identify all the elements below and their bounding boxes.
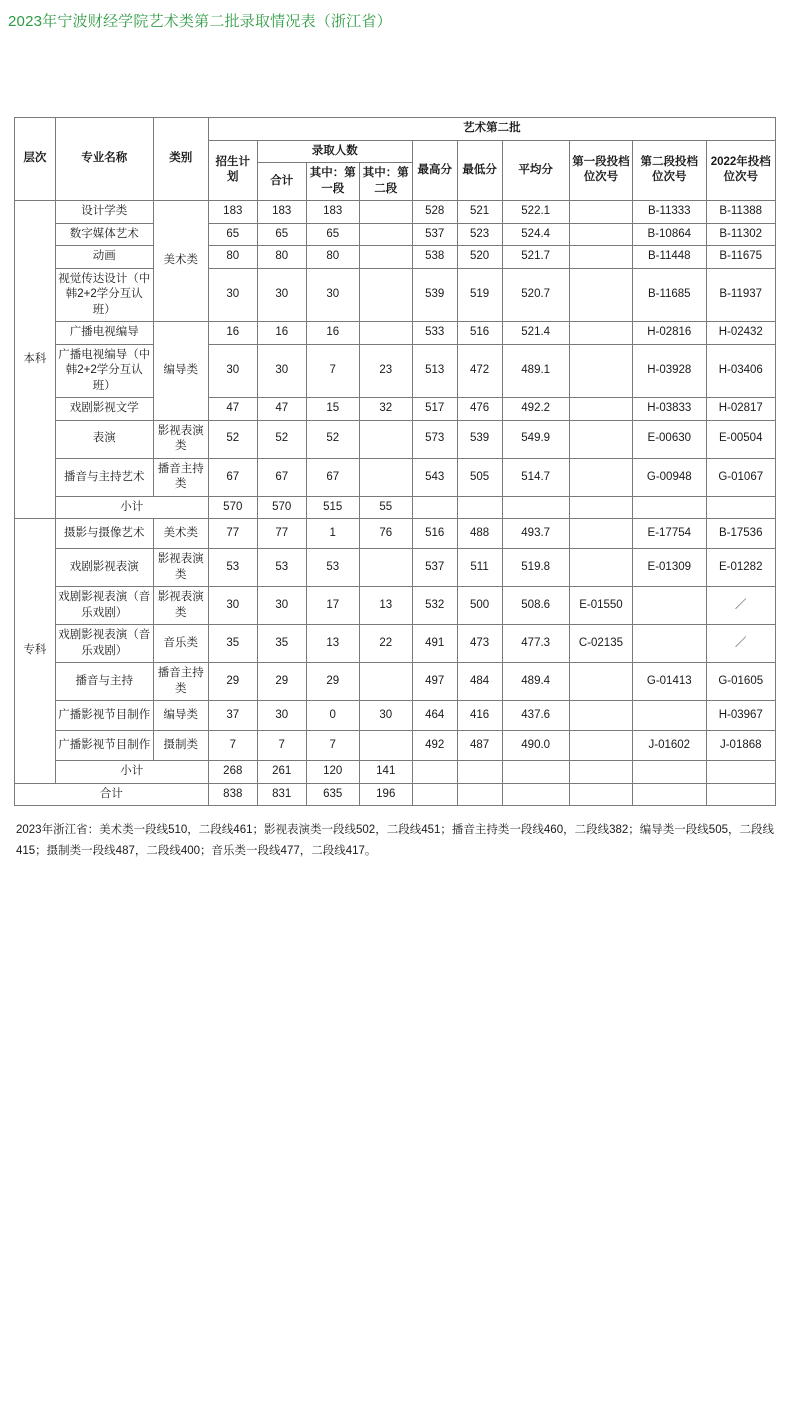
cell-avg-score: 524.4 [502, 223, 569, 246]
cell-avg-score: 489.4 [502, 663, 569, 701]
cell-major: 广播电视编导 [55, 322, 153, 345]
cell-min-score: 505 [457, 458, 502, 496]
cell-admitted-seg2: 22 [359, 625, 412, 663]
cell-max-score: 543 [412, 458, 457, 496]
header-rank-seg2: 第二段投档位次号 [633, 140, 706, 201]
cell-admitted-seg1: 7 [306, 344, 359, 398]
cell-avg-score: 508.6 [502, 587, 569, 625]
cell-admitted-seg1: 53 [306, 549, 359, 587]
admissions-table-wrapper [14, 117, 776, 806]
cell-subtotal-avg [502, 761, 569, 784]
cell-rank-2022: J-01868 [706, 731, 776, 761]
cell-avg-score: 514.7 [502, 458, 569, 496]
cell-admitted-total: 67 [257, 458, 306, 496]
cell-avg-score: 489.1 [502, 344, 569, 398]
cell-rank-seg1: E-01550 [569, 587, 632, 625]
cell-rank-seg1 [569, 223, 632, 246]
cell-category: 播音主持类 [153, 458, 208, 496]
cell-admitted-seg1: 13 [306, 625, 359, 663]
cell-admitted-seg2 [359, 420, 412, 458]
cell-rank-seg1 [569, 398, 632, 421]
table-row [15, 701, 776, 731]
cell-subtotal-min [457, 496, 502, 519]
cell-max-score: 513 [412, 344, 457, 398]
cell-avg-score: 549.9 [502, 420, 569, 458]
table-row [15, 398, 776, 421]
cell-admitted-seg2 [359, 458, 412, 496]
cell-rank-seg1: C-02135 [569, 625, 632, 663]
cell-category: 编导类 [153, 322, 208, 421]
cell-category: 美术类 [153, 201, 208, 322]
cell-rank-seg2: B-11333 [633, 201, 706, 224]
cell-rank-seg2: E-00630 [633, 420, 706, 458]
cell-admitted-seg1: 16 [306, 322, 359, 345]
cell-min-score: 472 [457, 344, 502, 398]
cell-admitted-seg1: 80 [306, 246, 359, 269]
header-admitted-seg1: 其中：第一段 [306, 163, 359, 201]
cell-subtotal-rank2 [633, 496, 706, 519]
cell-admitted-total: 47 [257, 398, 306, 421]
cell-rank-seg2: B-11448 [633, 246, 706, 269]
cell-admitted-seg1: 52 [306, 420, 359, 458]
cell-rank-seg2 [633, 625, 706, 663]
cell-admitted-seg1: 7 [306, 731, 359, 761]
header-plan: 招生计划 [208, 140, 257, 201]
cell-rank-seg1 [569, 458, 632, 496]
cell-min-score: 476 [457, 398, 502, 421]
cell-admitted-seg1: 17 [306, 587, 359, 625]
cell-total-total: 831 [257, 783, 306, 806]
table-row [15, 731, 776, 761]
cell-subtotal-seg2: 141 [359, 761, 412, 784]
cell-major: 设计学类 [55, 201, 153, 224]
cell-min-score: 521 [457, 201, 502, 224]
cell-admitted-seg2 [359, 663, 412, 701]
cell-rank-2022: B-11937 [706, 268, 776, 322]
cell-level: 专科 [15, 519, 56, 784]
cell-rank-2022: H-02432 [706, 322, 776, 345]
table-subtotal-row [15, 496, 776, 519]
cell-admitted-total: 35 [257, 625, 306, 663]
cell-category: 播音主持类 [153, 663, 208, 701]
cell-rank-2022: E-00504 [706, 420, 776, 458]
cell-rank-seg1 [569, 344, 632, 398]
header-rank-2022: 2022年投档位次号 [706, 140, 776, 201]
cell-admitted-seg2: 13 [359, 587, 412, 625]
table-row [15, 519, 776, 549]
header-admitted-group: 录取人数 [257, 140, 412, 163]
cell-rank-2022: ／ [706, 625, 776, 663]
cell-total-seg2: 196 [359, 783, 412, 806]
cell-category: 美术类 [153, 519, 208, 549]
header-major: 专业名称 [55, 118, 153, 201]
table-row [15, 322, 776, 345]
cell-admitted-seg2 [359, 246, 412, 269]
cell-plan: 37 [208, 701, 257, 731]
cell-subtotal-label: 小计 [55, 496, 208, 519]
cell-rank-2022: H-02817 [706, 398, 776, 421]
cell-subtotal-plan: 268 [208, 761, 257, 784]
cell-avg-score: 437.6 [502, 701, 569, 731]
header-rank-seg1: 第一段投档位次号 [569, 140, 632, 201]
cell-admitted-seg2: 32 [359, 398, 412, 421]
cell-min-score: 511 [457, 549, 502, 587]
header-category: 类别 [153, 118, 208, 201]
cell-max-score: 491 [412, 625, 457, 663]
cell-admitted-seg2: 23 [359, 344, 412, 398]
cell-min-score: 500 [457, 587, 502, 625]
cell-plan: 29 [208, 663, 257, 701]
cell-total-max [412, 783, 457, 806]
cell-major: 播音与主持 [55, 663, 153, 701]
cell-rank-seg2 [633, 701, 706, 731]
table-row [15, 201, 776, 224]
cell-admitted-seg1: 65 [306, 223, 359, 246]
cell-subtotal-total: 570 [257, 496, 306, 519]
header-level: 层次 [15, 118, 56, 201]
cell-admitted-seg1: 29 [306, 663, 359, 701]
cell-plan: 35 [208, 625, 257, 663]
cell-rank-seg1 [569, 201, 632, 224]
cell-major: 广播影视节目制作 [55, 731, 153, 761]
cell-category: 编导类 [153, 701, 208, 731]
cell-major: 广播影视节目制作 [55, 701, 153, 731]
cell-admitted-total: 30 [257, 268, 306, 322]
admissions-table [14, 117, 776, 806]
cell-plan: 183 [208, 201, 257, 224]
cell-admitted-total: 30 [257, 701, 306, 731]
cell-min-score: 539 [457, 420, 502, 458]
cell-subtotal-max [412, 496, 457, 519]
cell-rank-2022: B-11388 [706, 201, 776, 224]
cell-total-seg1: 635 [306, 783, 359, 806]
cell-rank-seg1 [569, 549, 632, 587]
table-row [15, 625, 776, 663]
table-row [15, 458, 776, 496]
cell-min-score: 523 [457, 223, 502, 246]
cell-avg-score: 520.7 [502, 268, 569, 322]
cell-level: 本科 [15, 201, 56, 519]
cell-subtotal-rank1 [569, 761, 632, 784]
cell-subtotal-total: 261 [257, 761, 306, 784]
cell-plan: 65 [208, 223, 257, 246]
cell-rank-2022: G-01067 [706, 458, 776, 496]
cell-major: 戏剧影视表演（音乐戏剧） [55, 625, 153, 663]
cell-rank-2022: B-17536 [706, 519, 776, 549]
cell-max-score: 532 [412, 587, 457, 625]
cell-rank-2022: H-03406 [706, 344, 776, 398]
cell-category: 摄制类 [153, 731, 208, 761]
cell-total-rank2022 [706, 783, 776, 806]
header-max-score: 最高分 [412, 140, 457, 201]
cell-plan: 52 [208, 420, 257, 458]
cell-rank-seg2: H-02816 [633, 322, 706, 345]
cell-max-score: 537 [412, 549, 457, 587]
cell-admitted-total: 77 [257, 519, 306, 549]
cell-min-score: 473 [457, 625, 502, 663]
cell-max-score: 517 [412, 398, 457, 421]
cell-rank-seg1 [569, 519, 632, 549]
cell-avg-score: 521.7 [502, 246, 569, 269]
cell-max-score: 528 [412, 201, 457, 224]
cell-max-score: 573 [412, 420, 457, 458]
cell-admitted-seg1: 0 [306, 701, 359, 731]
cell-plan: 16 [208, 322, 257, 345]
cell-admitted-total: 65 [257, 223, 306, 246]
cell-avg-score: 477.3 [502, 625, 569, 663]
cell-avg-score: 519.8 [502, 549, 569, 587]
cell-rank-seg1 [569, 268, 632, 322]
footnote: 2023年浙江省：美术类一段线510，二段线461；影视表演类一段线502，二段线451；播音主持类一段线460，二段线382；编导类一段线505，二段线415；摄制类一段线487，二段线400；音乐类一段线477，二段线417。 [16, 824, 774, 857]
cell-plan: 47 [208, 398, 257, 421]
cell-admitted-seg2 [359, 731, 412, 761]
table-row [15, 268, 776, 322]
cell-admitted-seg1: 30 [306, 268, 359, 322]
cell-major: 表演 [55, 420, 153, 458]
cell-total-avg [502, 783, 569, 806]
cell-subtotal-seg2: 55 [359, 496, 412, 519]
cell-admitted-total: 52 [257, 420, 306, 458]
header-avg-score: 平均分 [502, 140, 569, 201]
cell-rank-seg1 [569, 322, 632, 345]
cell-rank-2022: E-01282 [706, 549, 776, 587]
cell-major: 戏剧影视表演 [55, 549, 153, 587]
cell-total-rank2 [633, 783, 706, 806]
cell-subtotal-rank2022 [706, 496, 776, 519]
cell-admitted-total: 16 [257, 322, 306, 345]
cell-avg-score: 522.1 [502, 201, 569, 224]
cell-admitted-total: 7 [257, 731, 306, 761]
cell-plan: 30 [208, 268, 257, 322]
cell-max-score: 538 [412, 246, 457, 269]
cell-rank-2022: H-03967 [706, 701, 776, 731]
cell-total-label: 合计 [15, 783, 209, 806]
cell-subtotal-seg1: 515 [306, 496, 359, 519]
cell-min-score: 488 [457, 519, 502, 549]
table-total-row [15, 783, 776, 806]
cell-subtotal-rank2 [633, 761, 706, 784]
cell-rank-2022: G-01605 [706, 663, 776, 701]
cell-max-score: 537 [412, 223, 457, 246]
cell-category: 影视表演类 [153, 587, 208, 625]
header-min-score: 最低分 [457, 140, 502, 201]
cell-max-score: 464 [412, 701, 457, 731]
table-row [15, 246, 776, 269]
cell-category: 影视表演类 [153, 420, 208, 458]
cell-rank-seg2: H-03928 [633, 344, 706, 398]
cell-rank-seg2: E-01309 [633, 549, 706, 587]
cell-min-score: 484 [457, 663, 502, 701]
cell-admitted-seg1: 183 [306, 201, 359, 224]
header-group-title: 艺术第二批 [208, 118, 775, 141]
header-admitted-total: 合计 [257, 163, 306, 201]
cell-category: 影视表演类 [153, 549, 208, 587]
cell-min-score: 487 [457, 731, 502, 761]
cell-major: 播音与主持艺术 [55, 458, 153, 496]
cell-rank-seg2: G-00948 [633, 458, 706, 496]
cell-subtotal-rank2022 [706, 761, 776, 784]
cell-subtotal-seg1: 120 [306, 761, 359, 784]
cell-major: 动画 [55, 246, 153, 269]
table-row [15, 420, 776, 458]
cell-min-score: 516 [457, 322, 502, 345]
cell-plan: 30 [208, 587, 257, 625]
table-row [15, 344, 776, 398]
cell-total-min [457, 783, 502, 806]
table-row [15, 663, 776, 701]
table-row [15, 587, 776, 625]
cell-rank-2022: B-11675 [706, 246, 776, 269]
cell-rank-seg1 [569, 731, 632, 761]
cell-admitted-seg2: 30 [359, 701, 412, 731]
cell-rank-seg1 [569, 420, 632, 458]
cell-total-plan: 838 [208, 783, 257, 806]
cell-rank-seg2: E-17754 [633, 519, 706, 549]
cell-max-score: 516 [412, 519, 457, 549]
cell-admitted-total: 183 [257, 201, 306, 224]
cell-admitted-total: 30 [257, 587, 306, 625]
cell-admitted-seg2 [359, 322, 412, 345]
cell-rank-seg2: J-01602 [633, 731, 706, 761]
cell-category: 音乐类 [153, 625, 208, 663]
cell-subtotal-rank1 [569, 496, 632, 519]
cell-admitted-seg2: 76 [359, 519, 412, 549]
cell-rank-2022: B-11302 [706, 223, 776, 246]
cell-rank-2022: ／ [706, 587, 776, 625]
table-body [15, 201, 776, 806]
table-row [15, 549, 776, 587]
cell-avg-score: 493.7 [502, 519, 569, 549]
cell-major: 数字媒体艺术 [55, 223, 153, 246]
cell-plan: 30 [208, 344, 257, 398]
header-row-group [15, 118, 776, 141]
cell-major: 视觉传达设计（中韩2+2学分互认班） [55, 268, 153, 322]
cell-min-score: 519 [457, 268, 502, 322]
cell-rank-seg1 [569, 246, 632, 269]
cell-rank-seg1 [569, 701, 632, 731]
cell-max-score: 497 [412, 663, 457, 701]
cell-min-score: 416 [457, 701, 502, 731]
cell-avg-score: 492.2 [502, 398, 569, 421]
cell-admitted-seg2 [359, 223, 412, 246]
cell-plan: 80 [208, 246, 257, 269]
cell-plan: 67 [208, 458, 257, 496]
cell-rank-seg2 [633, 587, 706, 625]
cell-admitted-seg2 [359, 201, 412, 224]
cell-min-score: 520 [457, 246, 502, 269]
cell-plan: 77 [208, 519, 257, 549]
cell-admitted-total: 29 [257, 663, 306, 701]
cell-rank-seg2: B-11685 [633, 268, 706, 322]
cell-rank-seg2: B-10864 [633, 223, 706, 246]
cell-admitted-seg1: 1 [306, 519, 359, 549]
cell-subtotal-min [457, 761, 502, 784]
cell-max-score: 492 [412, 731, 457, 761]
cell-major: 戏剧影视文学 [55, 398, 153, 421]
cell-admitted-seg1: 67 [306, 458, 359, 496]
cell-admitted-seg1: 15 [306, 398, 359, 421]
cell-subtotal-plan: 570 [208, 496, 257, 519]
cell-avg-score: 490.0 [502, 731, 569, 761]
cell-plan: 7 [208, 731, 257, 761]
table-subtotal-row [15, 761, 776, 784]
cell-plan: 53 [208, 549, 257, 587]
cell-max-score: 539 [412, 268, 457, 322]
cell-avg-score: 521.4 [502, 322, 569, 345]
cell-rank-seg1 [569, 663, 632, 701]
cell-admitted-total: 53 [257, 549, 306, 587]
cell-rank-seg2: H-03833 [633, 398, 706, 421]
cell-total-rank1 [569, 783, 632, 806]
table-row [15, 223, 776, 246]
cell-admitted-seg2 [359, 549, 412, 587]
cell-major: 广播电视编导（中韩2+2学分互认班） [55, 344, 153, 398]
cell-major: 摄影与摄像艺术 [55, 519, 153, 549]
cell-admitted-total: 30 [257, 344, 306, 398]
header-admitted-seg2: 其中：第二段 [359, 163, 412, 201]
cell-subtotal-avg [502, 496, 569, 519]
page-title: 2023年宁波财经学院艺术类第二批录取情况表（浙江省） [8, 13, 392, 30]
cell-rank-seg2: G-01413 [633, 663, 706, 701]
cell-major: 戏剧影视表演（音乐戏剧） [55, 587, 153, 625]
cell-subtotal-label: 小计 [55, 761, 208, 784]
cell-max-score: 533 [412, 322, 457, 345]
cell-subtotal-max [412, 761, 457, 784]
table-header [15, 118, 776, 201]
cell-admitted-total: 80 [257, 246, 306, 269]
cell-admitted-seg2 [359, 268, 412, 322]
